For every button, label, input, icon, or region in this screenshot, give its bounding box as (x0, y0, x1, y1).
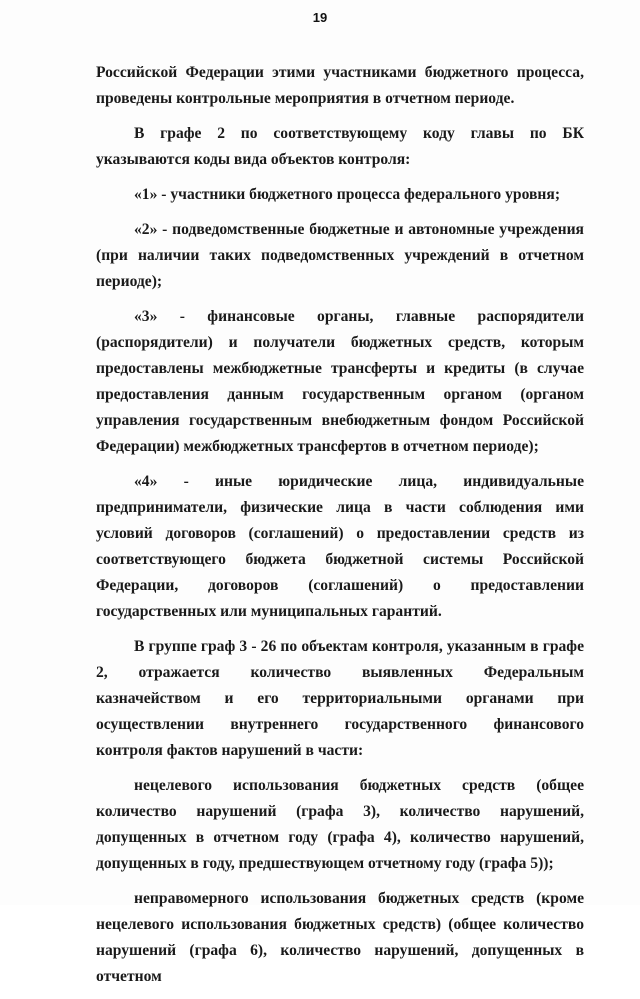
paragraph-code-4: «4» - иные юридические лица, индивидуальные предприниматели, физические лица в части соблюдения ими условий договоров (соглашений) о предоставлении средств из соответствующего бюджета бюджетной системы Российской Федерации, договоров (соглашений) о предоставлении государственных или муниципальных гарантий. (96, 473, 584, 620)
paragraph-graph-2-intro: В графе 2 по соответствующему коду главы по БК указываются коды вида объектов контроля: (96, 125, 584, 168)
paragraph-misuse: нецелевого использования бюджетных средств (общее количество нарушений (графа 3), количество нарушений, допущенных в отчетном году (графа 4), количество нарушений, допущенных в году, предшествующем отчетному году (графа 5)); (96, 777, 584, 872)
paragraph-code-3: «3» - финансовые органы, главные распорядители (распорядители) и получатели бюджетных средств, которым предоставлены межбюджетные трансферты и кредиты (в случае предоставления данным государственным органом (органом управления государственным внебюджетным фондом Российской Федерации) межбюджетных трансфертов в отчетном периоде); (96, 308, 584, 455)
paragraph-code-1: «1» - участники бюджетного процесса федерального уровня; (134, 186, 561, 203)
paragraph-code-2: «2» - подведомственные бюджетные и автономные учреждения (при наличии таких подведомственных учреждений в отчетном периоде); (96, 221, 584, 290)
document-body (96, 60, 584, 999)
paragraph-unlawful-use: неправомерного использования бюджетных средств (кроме нецелевого использования бюджетных средств) (общее количество нарушений (графа 6), количество нарушений, допущенных в отчетном (96, 890, 584, 985)
page-number: 19 (312, 10, 328, 25)
paragraph-graph-group: В группе граф 3 - 26 по объектам контроля, указанным в графе 2, отражается количество выявленных Федеральным казначейством и его территориальными органами при осуществлении внутреннего государственного финансового контроля фактов нарушений в части: (96, 638, 584, 759)
paragraph-continuation: Российской Федерации этими участниками бюджетного процесса, проведены контрольные мероприятия в отчетном периоде. (96, 64, 584, 107)
